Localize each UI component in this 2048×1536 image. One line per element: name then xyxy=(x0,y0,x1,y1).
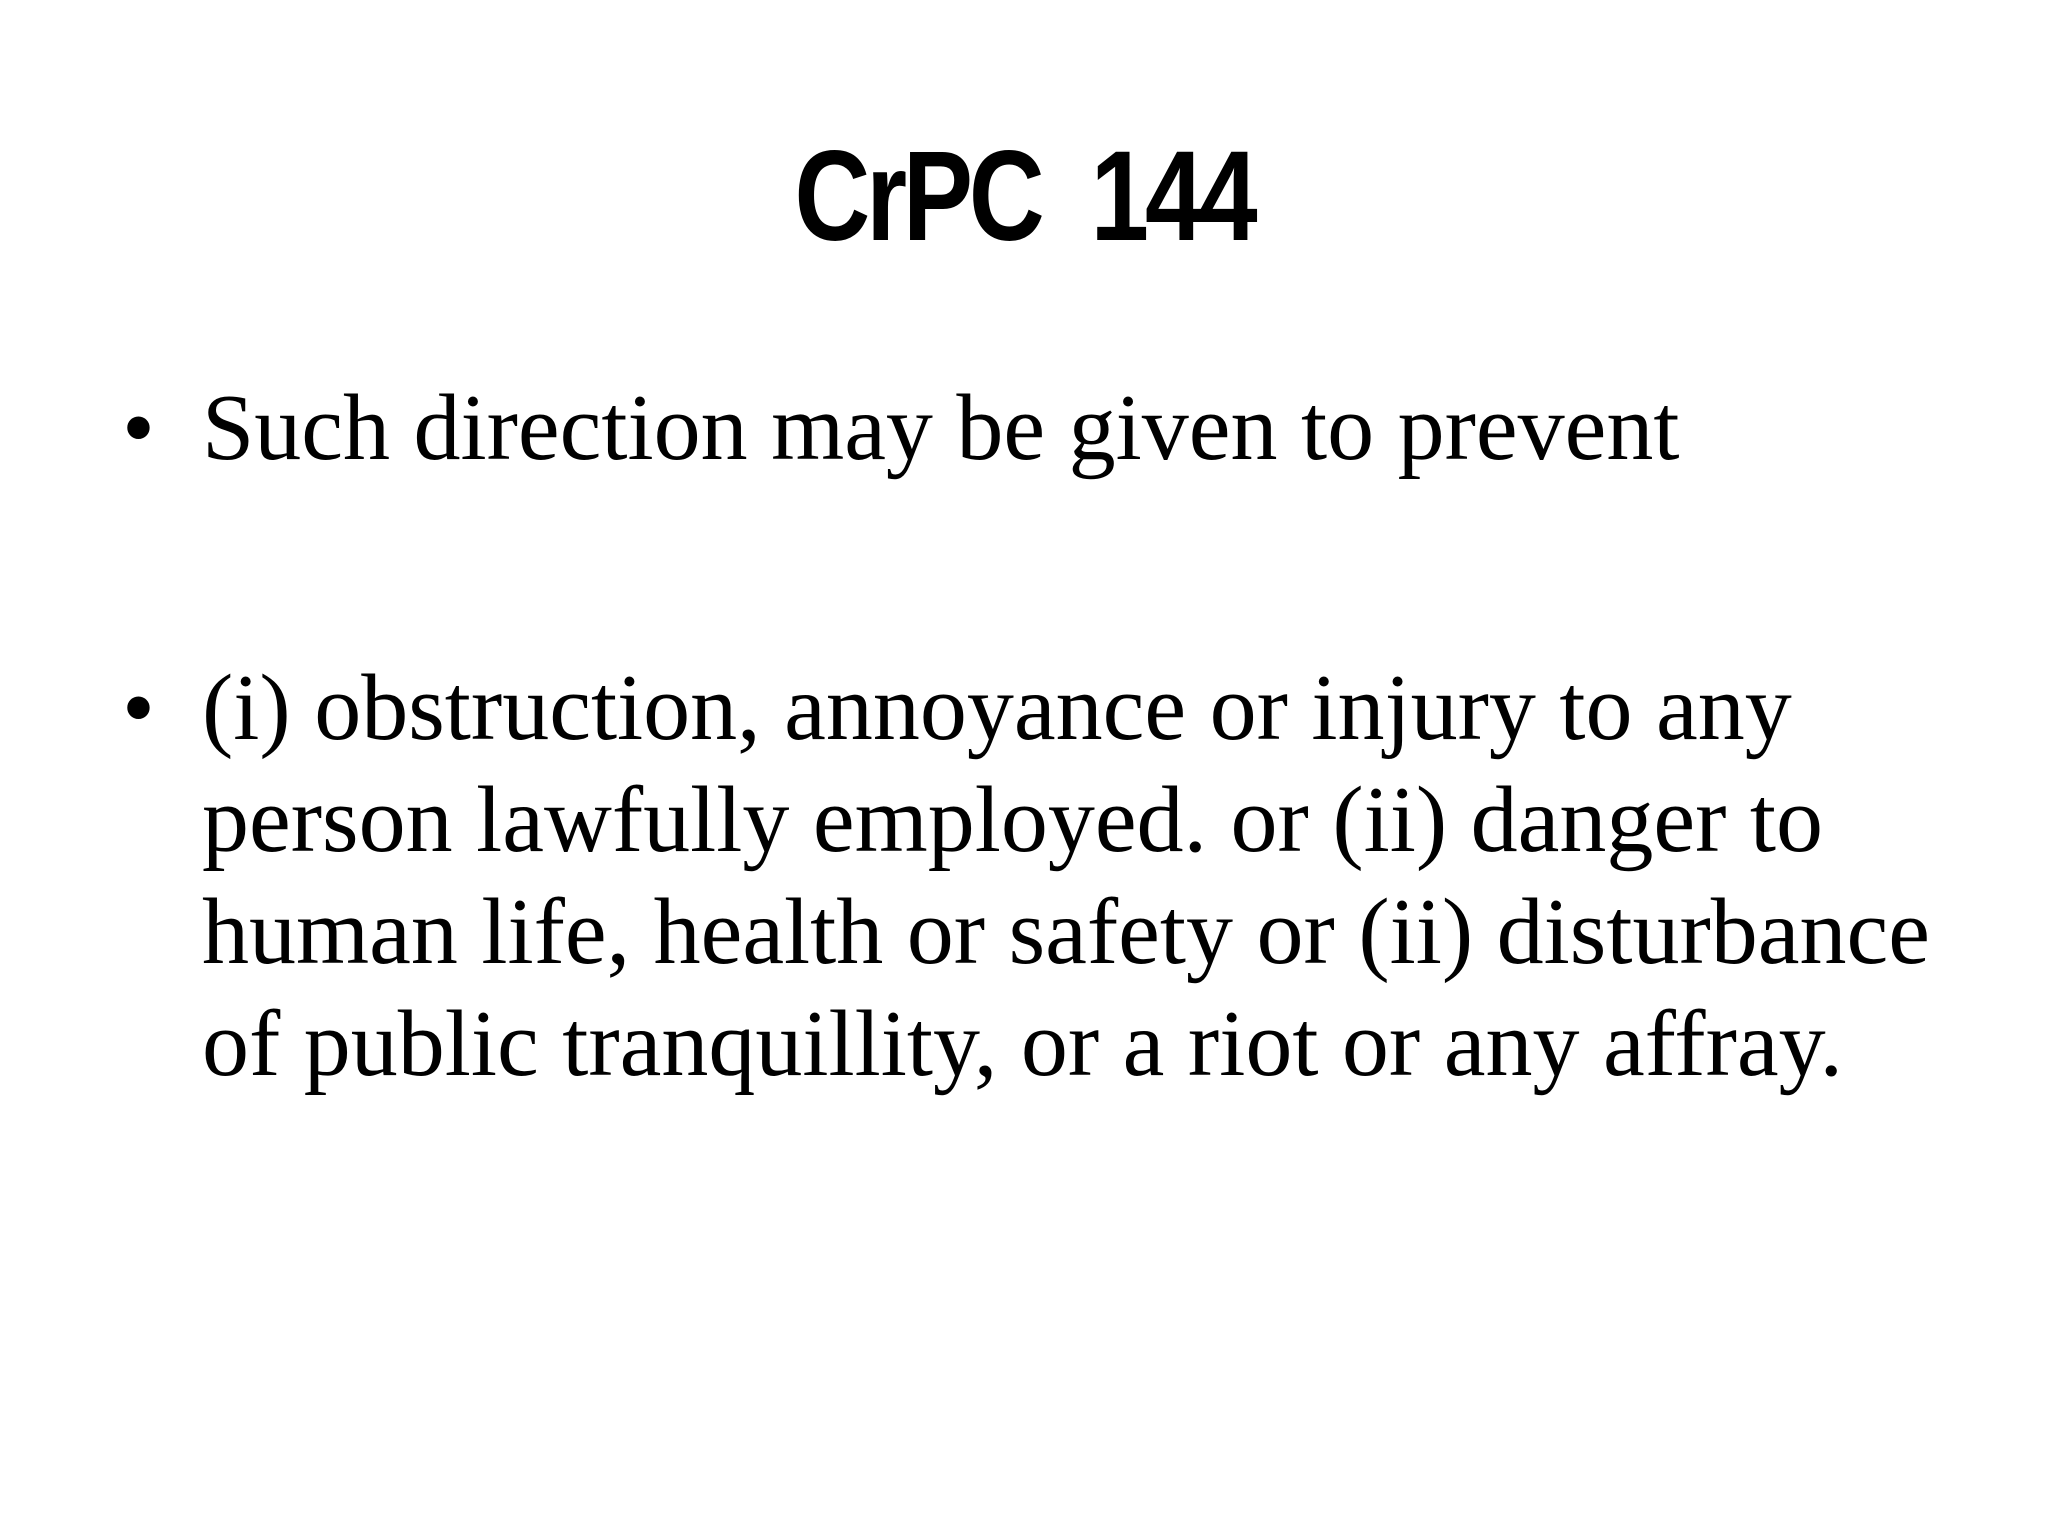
bullet-item xyxy=(122,652,1942,1100)
bullet-text: Such direction may be given to prevent xyxy=(202,376,1680,480)
bullet-text: (i) obstruction, annoyance or injury to any person lawfully employed. or (ii) danger to human life, health or safety or (ii) disturbance of public tranquillity, or a riot or any affray. xyxy=(202,656,1930,1096)
bullet-item xyxy=(122,372,1942,484)
bullet-marker: • xyxy=(122,376,155,480)
slide-title: CrPC 144 xyxy=(794,125,1254,268)
bullet-marker: • xyxy=(122,656,155,760)
